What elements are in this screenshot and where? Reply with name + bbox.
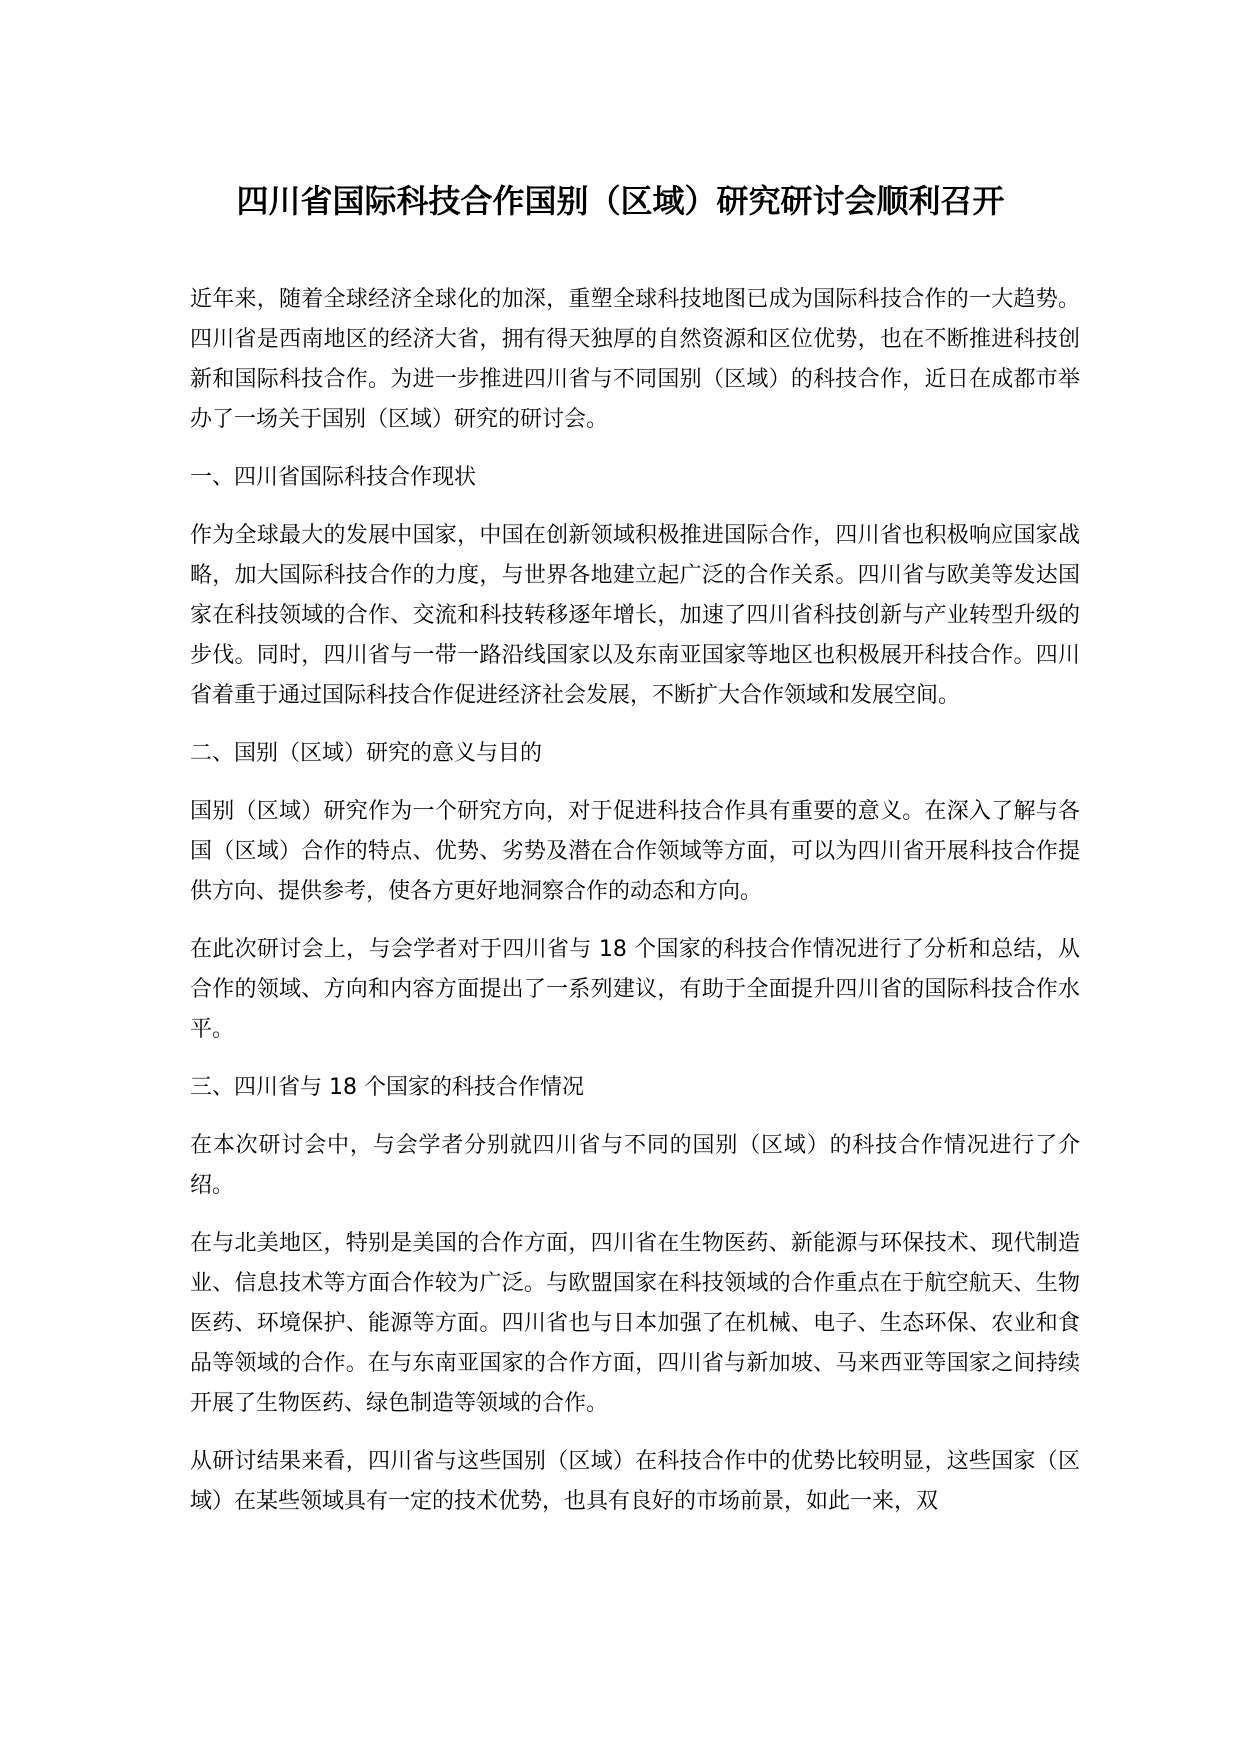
paragraph-seminar-summary: 在此次研讨会上，与会学者对于四川省与 18 个国家的科技合作情况进行了分析和总结，从合作的领域、方向和内容方面提出了一系列建议，有助于全面提升四川省的国际科技合作水平。	[190, 937, 1080, 1042]
paragraph-intro: 近年来，随着全球经济全球化的加深，重塑全球科技地图已成为国际科技合作的一大趋势。四川省是西南地区的经济大省，拥有得天独厚的自然资源和区位优势，也在不断推进科技创新和国际科技合作。为进一步推进四川省与不同国别（区域）的科技合作，近日在成都市举办了一场关于国别（区域）研究的研讨会。	[190, 287, 1080, 432]
document-body	[190, 280, 1080, 1540]
paragraph-regional-cooperation: 在与北美地区，特别是美国的合作方面，四川省在生物医药、新能源与环保技术、现代制造业、信息技术等方面合作较为广泛。与欧盟国家在科技领域的合作重点在于航空航天、生物医药、环境保护、能源等方面。四川省也与日本加强了在机械、电子、生态环保、农业和食品等领域的合作。在与东南亚国家的合作方面，四川省与新加坡、马来西亚等国家之间持续开展了生物医药、绿色制造等领域的合作。	[190, 1231, 1080, 1416]
paragraph-status: 作为全球最大的发展中国家，中国在创新领域积极推进国际合作，四川省也积极响应国家战略，加大国际科技合作的力度，与世界各地建立起广泛的合作关系。四川省与欧美等发达国家在科技领域的合作、交流和科技转移逐年增长，加速了四川省科技创新与产业转型升级的步伐。同时，四川省与一带一路沿线国家以及东南亚国家等地区也积极展开科技合作。四川省着重于通过国际科技合作促进经济社会发展，不断扩大合作领域和发展空间。	[190, 523, 1080, 708]
paragraph-introduction-of-cooperation: 在本次研讨会中，与会学者分别就四川省与不同的国别（区域）的科技合作情况进行了介绍。	[190, 1133, 1080, 1198]
paragraph-results: 从研讨结果来看，四川省与这些国别（区域）在科技合作中的优势比较明显，这些国家（区域）在某些领域具有一定的技术优势，也具有良好的市场前景，如此一来，双	[190, 1449, 1080, 1514]
document-title: 四川省国际科技合作国别（区域）研究研讨会顺利召开	[236, 182, 1005, 220]
section-heading-3: 三、四川省与 18 个国家的科技合作情况	[190, 1075, 584, 1100]
section-heading-1: 一、四川省国际科技合作现状	[190, 465, 477, 490]
paragraph-significance: 国别（区域）研究作为一个研究方向，对于促进科技合作具有重要的意义。在深入了解与各国（区域）合作的特点、优势、劣势及潜在合作领域等方面，可以为四川省开展科技合作提供方向、提供参考，使各方更好地洞察合作的动态和方向。	[190, 799, 1080, 904]
section-heading-2: 二、国别（区域）研究的意义与目的	[190, 741, 543, 766]
